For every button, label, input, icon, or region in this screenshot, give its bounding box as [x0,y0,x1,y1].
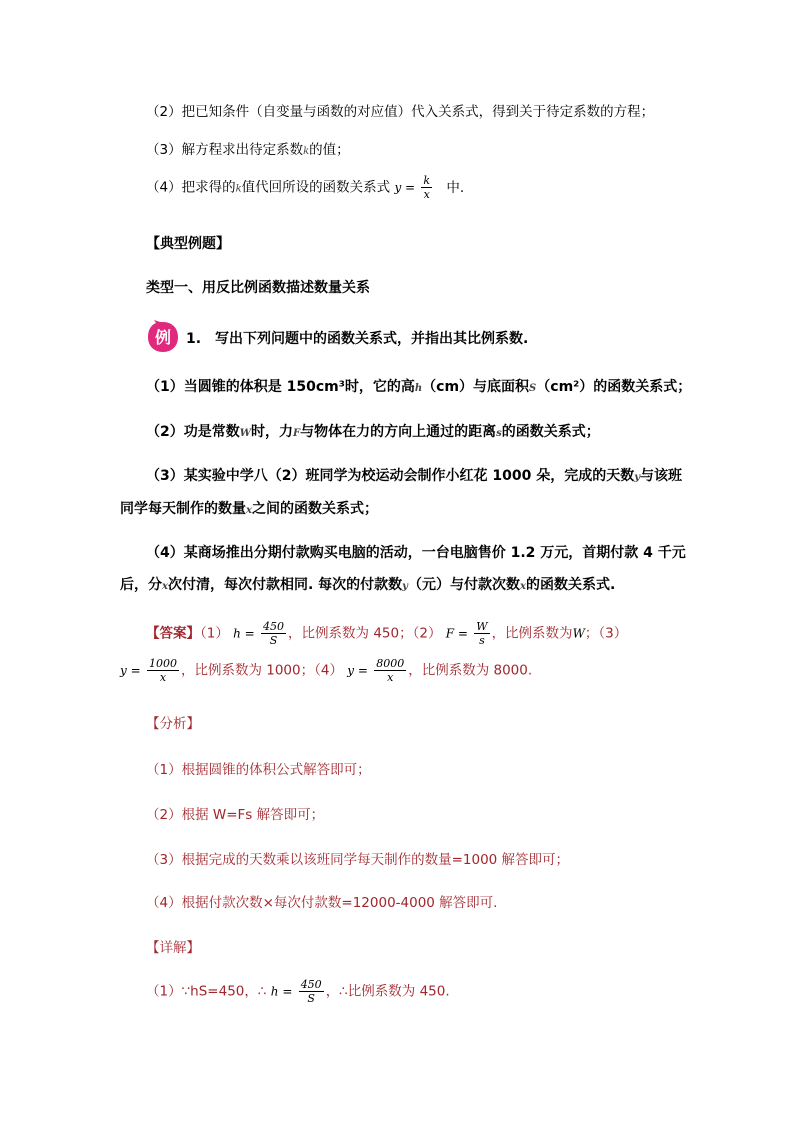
detail-1-text: （1）∵hS=450，∴ [146,983,267,1000]
badge-label: 例 [154,328,172,347]
question-4-cont [120,574,615,594]
step-2 [146,100,654,120]
q3-tail: 与该班 [640,468,683,484]
frac-den: x [387,671,394,684]
answer-part-6: ，比例系数为 8000. [408,662,533,679]
detail-1-tail: ，∴比例系数为 450. [325,983,450,1000]
fraction-W-over-s [474,620,489,647]
var-S: S [529,383,537,394]
frac-den: S [307,992,315,1005]
var-W: W [239,428,251,439]
answer-line-1 [146,620,627,647]
frac-num: 8000 [376,657,405,670]
q2-tail: 的函数关系式； [501,424,600,440]
q4-cont-mid: 次付清，每次付款相同. 每次的付款数 [167,577,403,593]
var-x: x [519,581,526,592]
question-4 [146,542,686,562]
eq-lhs: y = [347,663,368,678]
analysis-2: （2）根据 W=Fs 解答即可； [146,807,325,823]
analysis-4: （4）根据付款次数×每次付款数=12000-4000 解答即可. [146,895,498,911]
question-3 [146,465,682,485]
eq-lhs: h = [233,626,255,641]
step-4-mid: 值代回所设的函数关系式 [241,179,391,196]
q4-text: （4）某商场推出分期付款购买电脑的活动，一台电脑售价 1.2 万元，首期付款 4 千元 [146,545,686,561]
frac-den: S [269,634,278,647]
step-4 [146,174,464,201]
frac-num: 1000 [148,657,177,670]
question-1 [146,376,691,396]
var-x: x [162,581,168,592]
step-3-text: （3）解方程求出待定系数 [146,142,304,158]
fraction-450-over-S [261,620,286,647]
q2-text: （2）功是常数 [146,424,240,440]
step-4-text: （4）把求得的 [146,179,236,196]
q1-tail: （cm²）的函数关系式； [536,379,692,395]
step-2-text: （2）把已知条件（自变量与函数的对应值）代入关系式，得到关于待定系数的方程； [146,104,655,120]
fraction-8000-over-x [374,657,406,684]
q4-cont-text: 后，分 [120,577,162,593]
example-intro-text: 1. 写出下列问题中的函数关系式，并指出其比例系数. [186,331,529,347]
type-title: 类型一、用反比例函数描述数量关系 [146,280,370,296]
answer-part-5: ，比例系数为 1000；（4） [180,662,343,679]
eq-lhs: y = [394,180,416,195]
answer-part-3: ，比例系数为 [491,625,573,642]
analysis-3: （3）根据完成的天数乘以该班同学每天制作的数量=1000 解答即可； [146,852,570,868]
section-header: 【典型例题】 [146,236,230,252]
analysis-1: （1）根据圆锥的体积公式解答即可； [146,762,371,778]
fraction-450-over-S [299,978,324,1005]
q4-cont-tail: 的函数关系式. [525,577,616,593]
eq-lhs: y = [120,663,141,678]
var-x: x [246,505,252,516]
q1-text: （1）当圆锥的体积是 150cm³时，它的高 [146,379,415,395]
analysis-label: 【分析】 [146,716,200,732]
q1-mid: （cm）与底面积 [422,379,530,395]
example-badge-icon [146,320,180,354]
answer-line-2 [120,657,532,684]
fraction-k-over-x [421,174,432,201]
answer-label: 【答案】 [146,625,200,642]
frac-den: x [159,671,167,684]
answer-part-4: ；（3） [584,625,628,642]
answer-part-2: ，比例系数为 450；（2） [288,625,442,642]
step-3 [146,138,350,158]
var-h: h [414,383,423,394]
var-k: k [303,146,310,157]
step-3-tail: 的值； [309,142,350,158]
var-y: y [634,472,641,483]
frac-num: 450 [263,620,285,633]
var-W: W [572,626,585,641]
var-F: F [292,428,301,439]
question-3-cont [120,498,378,518]
q2-mid2: 与物体在力的方向上通过的距离 [300,424,497,440]
step-4-tail: 中. [446,179,465,196]
var-k: k [235,183,242,195]
frac-num: W [476,620,488,633]
eq-lhs: h = [270,984,293,999]
detail-label: 【详解】 [146,940,200,956]
eq-lhs: F = [445,626,468,641]
frac-den: s [479,634,485,647]
detail-1 [146,978,450,1005]
frac-num: k [423,174,431,187]
q3-text: （3）某实验中学八（2）班同学为校运动会制作小红花 1000 朵，完成的天数 [146,468,635,484]
frac-den: x [423,188,430,201]
q3-cont-text: 同学每天制作的数量 [120,501,246,517]
frac-num: 450 [300,978,322,991]
var-y: y [402,581,408,592]
question-2 [146,421,600,441]
fraction-1000-over-x [147,657,179,684]
var-s: s [496,428,502,439]
answer-part-1: （1） [200,625,229,642]
q4-cont-mid2: （元）与付款次数 [407,577,520,593]
example-intro [186,328,528,348]
q2-mid: 时，力 [250,424,293,440]
q3-cont-tail: 之间的函数关系式； [251,501,378,517]
